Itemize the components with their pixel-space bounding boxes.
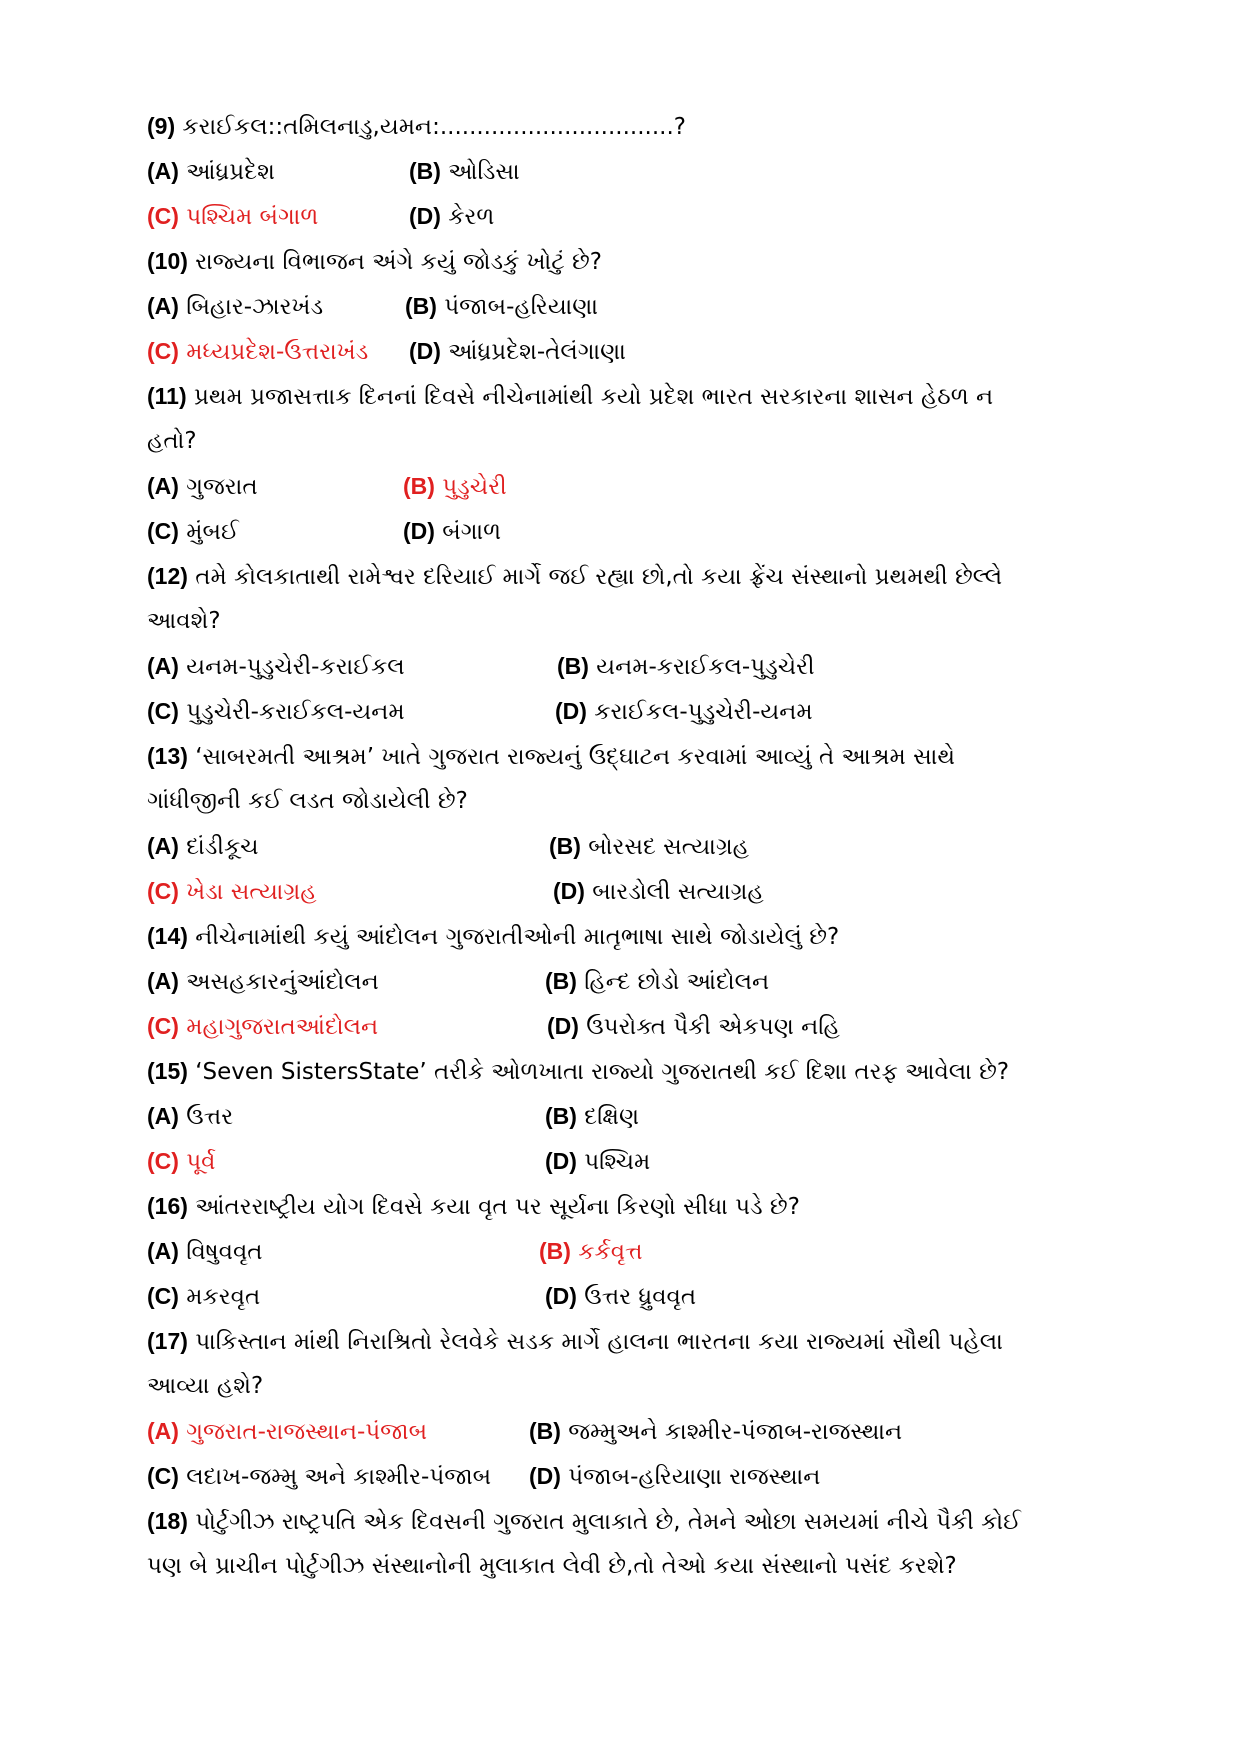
option-text: યનમ-કરાઈકલ-પુડુચેરી [588,654,815,680]
option-b [529,1409,902,1455]
question-text-content: ‘સાબરમતી આશ્રમ’ ખાતે ગુજરાત રાજ્યનું ઉદ્ઘાટન કરવામાં આવ્યું તે આશ્રમ સાથે [187,744,955,770]
question-number: (13) [147,743,188,769]
question-text-content: રાજ્યના વિભાજન અંગે કયું જોડકું ખોટું છે? [187,249,602,275]
option-row [147,464,1107,509]
option-d [529,1454,820,1500]
option-text: વિષુવવૃત [178,1239,263,1265]
option-b [549,824,749,870]
option-d [403,509,501,555]
option-label: (A) [147,653,179,679]
option-text: પુડુચેરી-કરાઈકલ-યનમ [178,699,405,725]
option-b [545,959,769,1005]
question-text-content: પણ બે પ્રાચીન પોર્ટુગીઝ સંસ્થાનોની મુલાકાત લેવી છે,તો તેઓ કયા સંસ્થાનો પસંદ કરશે? [147,1553,957,1579]
option-a [147,149,275,195]
option-text: દાંડીકૂચ [178,834,259,860]
option-d [555,689,813,735]
option-row [147,1004,1107,1049]
option-label: (D) [555,698,587,724]
option-c [147,1139,216,1185]
question-text-content: કરાઈકલ::તમિલનાડુ,યમન:................................? [175,114,686,140]
option-a [147,644,405,690]
option-c [147,1004,378,1050]
question-text [147,239,1107,284]
option-text: ખેડા સત્યાગ્રહ [178,879,317,905]
option-text: આંધ્રપ્રદેશ-તેલંગાણા [440,339,626,365]
option-text: ગુજરાત-રાજસ્થાન-પંજાબ [178,1419,428,1445]
option-row [147,644,1107,689]
option-label: (D) [553,878,585,904]
option-text: કર્કવૃત્ત [570,1239,643,1265]
option-b [545,1094,639,1140]
option-row [147,689,1107,734]
question-text-content: ગાંધીજીની કઈ લડત જોડાયેલી છે? [147,788,468,814]
option-row [147,1454,1107,1499]
option-a [147,1229,263,1275]
option-text: લદાખ-જમ્મુ અને કાશ્મીર-પંજાબ [178,1464,492,1490]
question-number: (18) [147,1508,188,1534]
option-label: (B) [403,473,435,499]
option-text: અસહકારનુંઆંદોલન [178,969,379,995]
option-label: (D) [409,203,441,229]
option-c [147,509,239,555]
option-b [405,284,598,330]
question-text [147,374,1107,419]
question-text [147,734,1107,779]
option-a [147,284,323,330]
option-text: ઉત્તર [178,1104,234,1130]
option-label: (C) [147,1283,179,1309]
option-row [147,1094,1107,1139]
option-row [147,509,1107,554]
question-number: (12) [147,563,188,589]
option-label: (D) [403,518,435,544]
option-label: (A) [147,158,179,184]
option-label: (C) [147,698,179,724]
question-text-content: પ્રથમ પ્રજાસત્તાક દિનનાં દિવસે નીચેનામાંથી કયો પ્રદેશ ભારત સરકારના શાસન હેઠળ ન [186,384,994,410]
question-number: (10) [147,248,188,274]
option-label: (B) [545,968,577,994]
question-text [147,599,1107,644]
option-text: જમ્મુઅને કાશ્મીર-પંજાબ-રાજસ્થાન [560,1419,903,1445]
question-text [147,1499,1107,1544]
question-text-content: નીચેનામાંથી કયું આંદોલન ગુજરાતીઓની માતૃભાષા સાથે જોડાયેલું છે? [187,924,840,950]
question-text [147,779,1107,824]
option-label: (D) [529,1463,561,1489]
option-text: બોરસદ સત્યાગ્રહ [580,834,750,860]
option-row [147,194,1107,239]
option-text: પશ્ચિમ બંગાળ [178,204,319,230]
option-a [147,959,379,1005]
option-label: (C) [147,518,179,544]
option-label: (C) [147,1013,179,1039]
option-text: મધ્યપ્રદેશ-ઉત્તરાખંડ [178,339,369,365]
option-label: (B) [529,1418,561,1444]
option-a [147,1094,233,1140]
option-label: (B) [545,1103,577,1129]
option-c [147,689,405,735]
question-text-content: તમે કોલકાતાથી રામેશ્વર દરિયાઈ માર્ગે જઈ રહ્યા છો,તો કયા ફ્રેંચ સંસ્થાનો પ્રથમથી છેલ્લે [187,564,1003,590]
question-text [147,1319,1107,1364]
option-text: ઉત્તર ધ્રુવવૃત [576,1284,697,1310]
option-row [147,1274,1107,1319]
option-c [147,869,317,915]
option-text: ઉપરોક્ત પૈકી એકપણ નહિ [578,1014,840,1040]
option-d [553,869,764,915]
option-d [409,329,626,375]
option-label: (C) [147,203,179,229]
option-text: પુડુચેરી [434,474,507,500]
question-text-content: હતો? [147,428,197,454]
option-label: (A) [147,473,179,499]
question-text [147,1184,1107,1229]
option-label: (A) [147,1418,179,1444]
question-number: (11) [147,383,187,409]
option-a [147,824,259,870]
question-text-content: આવશે? [147,608,221,634]
option-text: ગુજરાત [178,474,258,500]
question-text [147,914,1107,959]
option-label: (D) [545,1148,577,1174]
option-row [147,959,1107,1004]
question-text [147,1544,1107,1589]
option-label: (C) [147,338,179,364]
option-text: યનમ-પુડુચેરી-કરાઈકલ [178,654,405,680]
option-label: (B) [557,653,589,679]
option-text: આંધ્રપ્રદેશ [178,159,275,185]
option-row [147,824,1107,869]
option-c [147,329,368,375]
option-label: (A) [147,833,179,859]
option-text: મહાગુજરાતઆંદોલન [178,1014,379,1040]
question-number: (15) [147,1058,188,1084]
option-row [147,869,1107,914]
question-text [147,1049,1107,1094]
question-text [147,554,1107,599]
option-c [147,1274,260,1320]
question-number: (17) [147,1328,188,1354]
option-label: (B) [539,1238,571,1264]
option-d [545,1139,650,1185]
option-c [147,194,318,240]
option-row [147,1139,1107,1184]
option-row [147,284,1107,329]
option-text: દક્ષિણ [576,1104,640,1130]
option-text: પંજાબ-હરિયાણા [436,294,598,320]
option-text: બંગાળ [434,519,502,545]
question-text [147,419,1107,464]
option-b [557,644,815,690]
option-text: કેરળ [440,204,495,230]
option-label: (A) [147,1238,179,1264]
option-text: ઓડિસા [440,159,520,185]
option-label: (D) [409,338,441,364]
option-text: પૂર્વ [178,1149,216,1175]
question-text-content: ‘Seven SistersState’ તરીકે ઓળખાતા રાજ્યો ગુજરાતથી કઈ દિશા તરફ આવેલા છે? [187,1059,1010,1085]
option-text: હિન્દ છોડો આંદોલન [576,969,770,995]
question-text [147,104,1107,149]
option-text: પંજાબ-હરિયાણા રાજસ્થાન [560,1464,821,1490]
option-d [545,1274,696,1320]
question-text-content: આવ્યા હશે? [147,1373,264,1399]
question-number: (14) [147,923,188,949]
question-text-content: પોર્ટુગીઝ રાષ્ટ્રપતિ એક દિવસની ગુજરાત મુલાકાતે છે, તેમને ઓછા સમયમાં નીચે પૈકી કોઈ [187,1509,1021,1535]
option-label: (B) [549,833,581,859]
option-label: (B) [405,293,437,319]
question-number: (9) [147,113,176,139]
option-c [147,1454,491,1500]
option-label: (A) [147,293,179,319]
option-text: મકરવૃત [178,1284,261,1310]
option-label: (B) [409,158,441,184]
option-label: (C) [147,1463,179,1489]
option-label: (A) [147,1103,179,1129]
question-number: (16) [147,1193,188,1219]
option-text: બારડોલી સત્યાગ્રહ [584,879,764,905]
option-text: બિહાર-ઝારખંડ [178,294,324,320]
question-text-content: આંતરરાષ્ટ્રીય યોગ દિવસે કયા વૃત પર સૂર્યના કિરણો સીધા પડે છે? [187,1194,800,1220]
option-label: (C) [147,1148,179,1174]
option-a [147,464,258,510]
option-text: મુંબઈ [178,519,239,545]
option-row [147,1409,1107,1454]
option-text: પશ્ચિમ [576,1149,651,1175]
option-row [147,149,1107,194]
question-text [147,1364,1107,1409]
option-b [409,149,520,195]
option-label: (D) [547,1013,579,1039]
option-d [547,1004,840,1050]
option-d [409,194,494,240]
option-a [147,1409,427,1455]
question-list [147,104,1107,1589]
option-label: (A) [147,968,179,994]
option-row [147,1229,1107,1274]
option-b [403,464,507,510]
option-b [539,1229,643,1275]
option-text: કરાઈકલ-પુડુચેરી-યનમ [586,699,813,725]
question-text-content: પાકિસ્તાન માંથી નિરાશ્રિતો રેલવેકે સડક માર્ગે હાલના ભારતના કયા રાજ્યમાં સૌથી પહેલા [187,1329,1003,1355]
option-row [147,329,1107,374]
option-label: (C) [147,878,179,904]
option-label: (D) [545,1283,577,1309]
